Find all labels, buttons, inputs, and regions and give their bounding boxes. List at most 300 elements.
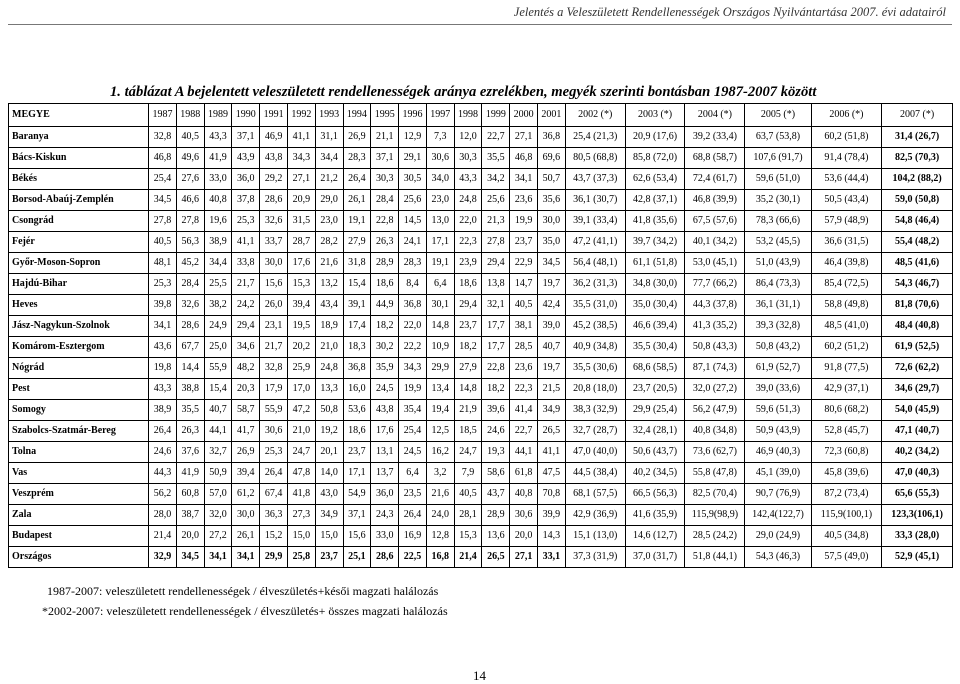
year-header: 1990 xyxy=(232,104,260,127)
table-cell: 34,5 xyxy=(176,547,204,568)
table-cell: 40,2 (34,2) xyxy=(882,442,953,463)
table-cell: 16,0 xyxy=(343,379,371,400)
table-cell: 45,2 xyxy=(176,253,204,274)
table-cell: 22,7 xyxy=(482,127,510,148)
table-cell: 19,2 xyxy=(315,421,343,442)
year-header: 2004 (*) xyxy=(685,104,745,127)
table-cell: 38,8 xyxy=(176,379,204,400)
table-cell: 60,2 (51,2) xyxy=(811,337,882,358)
table-cell: 50,6 (43,7) xyxy=(625,442,685,463)
table-cell: 28,2 xyxy=(315,232,343,253)
table-cell: 36,6 (31,5) xyxy=(811,232,882,253)
table-cell: 61,8 xyxy=(510,463,538,484)
county-name: Borsod-Abaúj-Zemplén xyxy=(9,190,149,211)
table-cell: 80,6 (68,2) xyxy=(811,400,882,421)
table-cell: 20,2 xyxy=(287,337,315,358)
table-cell: 26,4 xyxy=(343,169,371,190)
table-cell: 24,5 xyxy=(371,379,399,400)
table-cell: 24,6 xyxy=(482,421,510,442)
table-cell: 25,0 xyxy=(204,337,232,358)
year-header: 2002 (*) xyxy=(565,104,625,127)
table-cell: 12,0 xyxy=(454,127,482,148)
table-cell: 85,8 (72,0) xyxy=(625,148,685,169)
table-cell: 35,9 xyxy=(371,358,399,379)
table-cell: 23,0 xyxy=(315,211,343,232)
table-cell: 54,3 (46,3) xyxy=(745,547,811,568)
table-cell: 14,5 xyxy=(399,211,427,232)
table-cell: 20,3 xyxy=(232,379,260,400)
table-cell: 81,8 (70,6) xyxy=(882,295,953,316)
table-cell: 40,7 xyxy=(537,337,565,358)
table-cell: 36,0 xyxy=(232,169,260,190)
table-row xyxy=(9,232,953,253)
table-cell: 17,6 xyxy=(371,421,399,442)
table-cell: 52,8 (45,7) xyxy=(811,421,882,442)
table-cell: 26,4 xyxy=(149,421,177,442)
table-cell: 15,4 xyxy=(204,379,232,400)
table-cell: 28,9 xyxy=(371,253,399,274)
table-cell: 31,5 xyxy=(287,211,315,232)
table-cell: 28,6 xyxy=(176,316,204,337)
table-cell: 61,1 (51,8) xyxy=(625,253,685,274)
table-cell: 10,9 xyxy=(426,337,454,358)
table-cell: 45,8 (39,6) xyxy=(811,463,882,484)
year-header: 1992 xyxy=(287,104,315,127)
table-cell: 82,5 (70,4) xyxy=(685,484,745,505)
table-cell: 25,4 xyxy=(399,421,427,442)
table-row xyxy=(9,190,953,211)
table-cell: 40,5 xyxy=(454,484,482,505)
table-cell: 36,8 xyxy=(399,295,427,316)
table-cell: 23,7 (20,5) xyxy=(625,379,685,400)
table-cell: 87,2 (73,4) xyxy=(811,484,882,505)
table-cell: 15,1 (13,0) xyxy=(565,526,625,547)
table-cell: 47,1 (40,7) xyxy=(882,421,953,442)
table-cell: 24,1 xyxy=(399,232,427,253)
table-row xyxy=(9,253,953,274)
table-cell: 24,9 xyxy=(204,316,232,337)
table-cell: 43,8 xyxy=(371,400,399,421)
table-cell: 45,2 (38,5) xyxy=(565,316,625,337)
table-cell: 27,6 xyxy=(176,169,204,190)
table-cell: 65,6 (55,3) xyxy=(882,484,953,505)
table-cell: 38,1 xyxy=(510,316,538,337)
table-cell: 15,3 xyxy=(287,274,315,295)
year-header: 1995 xyxy=(371,104,399,127)
table-cell: 50,8 xyxy=(315,400,343,421)
table-cell: 39,9 xyxy=(537,505,565,526)
table-cell: 41,1 xyxy=(287,127,315,148)
table-cell: 18,6 xyxy=(454,274,482,295)
table-cell: 35,5 (30,4) xyxy=(625,337,685,358)
table-cell: 13,1 xyxy=(371,442,399,463)
table-cell: 35,0 xyxy=(537,232,565,253)
county-header: MEGYE xyxy=(9,104,149,127)
table-cell: 15,2 xyxy=(260,526,288,547)
table-cell: 24,3 xyxy=(371,505,399,526)
table-cell: 17,6 xyxy=(287,253,315,274)
header-rule xyxy=(8,24,952,25)
table-cell: 35,5 (30,6) xyxy=(565,358,625,379)
table-cell: 68,8 (58,7) xyxy=(685,148,745,169)
table-cell: 30,3 xyxy=(371,169,399,190)
table-cell: 25,3 xyxy=(232,211,260,232)
year-header: 1988 xyxy=(176,104,204,127)
table-cell: 142,4(122,7) xyxy=(745,505,811,526)
year-header: 1994 xyxy=(343,104,371,127)
county-name: Nógrád xyxy=(9,358,149,379)
table-cell: 32,8 xyxy=(260,358,288,379)
table-cell: 29,9 xyxy=(426,358,454,379)
table-cell: 41,9 xyxy=(176,463,204,484)
table-cell: 20,8 (18,0) xyxy=(565,379,625,400)
table-cell: 66,5 (56,3) xyxy=(625,484,685,505)
table-cell: 48,2 xyxy=(232,358,260,379)
table-cell: 26,5 xyxy=(482,547,510,568)
county-name: Csongrád xyxy=(9,211,149,232)
table-cell: 30,5 xyxy=(399,169,427,190)
table-cell: 31,8 xyxy=(343,253,371,274)
table-cell: 28,0 xyxy=(149,505,177,526)
table-cell: 61,9 (52,7) xyxy=(745,358,811,379)
table-row xyxy=(9,169,953,190)
table-cell: 21,7 xyxy=(260,337,288,358)
table-title: 1. táblázat A bejelentett veleszületett rendellenességek aránya ezrelékben, megyék szerinti bontásban 1987-2007 között xyxy=(110,84,817,100)
year-header: 1996 xyxy=(399,104,427,127)
table-cell: 41,4 xyxy=(510,400,538,421)
table-cell: 25,6 xyxy=(399,190,427,211)
table-cell: 17,4 xyxy=(343,316,371,337)
table-cell: 42,9 (36,9) xyxy=(565,505,625,526)
table-cell: 17,9 xyxy=(260,379,288,400)
table-cell: 56,2 (47,9) xyxy=(685,400,745,421)
table-cell: 46,4 (39,8) xyxy=(811,253,882,274)
table-cell: 22,0 xyxy=(399,316,427,337)
table-cell: 87,1 (74,3) xyxy=(685,358,745,379)
table-cell: 41,3 (35,2) xyxy=(685,316,745,337)
table-cell: 36,3 xyxy=(260,505,288,526)
table-cell: 13,8 xyxy=(482,274,510,295)
table-cell: 13,6 xyxy=(482,526,510,547)
table-cell: 63,7 (53,8) xyxy=(745,127,811,148)
table-cell: 16,8 xyxy=(426,547,454,568)
table-cell: 48,4 (40,8) xyxy=(882,316,953,337)
document-header: Jelentés a Veleszületett Rendellenességek Országos Nyilvántartása 2007. évi adatairól xyxy=(513,5,946,19)
table-cell: 40,2 (34,5) xyxy=(625,463,685,484)
table-cell: 56,3 xyxy=(176,232,204,253)
table-cell: 29,2 xyxy=(260,169,288,190)
table-cell: 26,9 xyxy=(232,442,260,463)
table-cell: 50,9 (43,9) xyxy=(745,421,811,442)
table-cell: 38,9 xyxy=(204,232,232,253)
table-cell: 59,6 (51,0) xyxy=(745,169,811,190)
table-cell: 23,5 xyxy=(399,484,427,505)
table-cell: 48,5 (41,0) xyxy=(811,316,882,337)
table-cell: 40,8 xyxy=(204,190,232,211)
table-cell: 22,8 xyxy=(371,211,399,232)
table-cell: 58,6 xyxy=(482,463,510,484)
table-cell: 77,7 (66,2) xyxy=(685,274,745,295)
table-cell: 60,2 (51,8) xyxy=(811,127,882,148)
year-header: 2000 xyxy=(510,104,538,127)
table-cell: 7,9 xyxy=(454,463,482,484)
table-cell: 37,1 xyxy=(371,148,399,169)
table-cell: 35,2 (30,1) xyxy=(745,190,811,211)
table-cell: 14,8 xyxy=(454,379,482,400)
table-cell: 58,8 (49,8) xyxy=(811,295,882,316)
table-cell: 44,9 xyxy=(371,295,399,316)
table-cell: 32,6 xyxy=(176,295,204,316)
table-cell: 43,7 (37,3) xyxy=(565,169,625,190)
table-cell: 21,7 xyxy=(232,274,260,295)
table-cell: 3,2 xyxy=(426,463,454,484)
table-cell: 32,4 (28,1) xyxy=(625,421,685,442)
table-cell: 35,5 xyxy=(482,148,510,169)
table-cell: 80,5 (68,8) xyxy=(565,148,625,169)
table-cell: 31,4 (26,7) xyxy=(882,127,953,148)
table-cell: 30,0 xyxy=(260,253,288,274)
table-cell: 39,1 (33,4) xyxy=(565,211,625,232)
table-cell: 53,0 (45,1) xyxy=(685,253,745,274)
table-cell: 19,6 xyxy=(204,211,232,232)
table-cell: 90,7 (76,9) xyxy=(745,484,811,505)
table-cell: 18,6 xyxy=(343,421,371,442)
table-cell: 67,4 xyxy=(260,484,288,505)
table-cell: 46,9 xyxy=(260,127,288,148)
table-cell: 34,4 xyxy=(204,253,232,274)
table-cell: 20,9 xyxy=(287,190,315,211)
table-row xyxy=(9,463,953,484)
table-cell: 22,3 xyxy=(510,379,538,400)
table-cell: 46,8 (39,9) xyxy=(685,190,745,211)
table-cell: 21,4 xyxy=(149,526,177,547)
table-cell: 34,3 xyxy=(399,358,427,379)
table-cell: 15,6 xyxy=(343,526,371,547)
table-cell: 47,0 (40,0) xyxy=(565,442,625,463)
table-cell: 17,0 xyxy=(287,379,315,400)
table-cell: 29,9 xyxy=(260,547,288,568)
table-cell: 34,5 xyxy=(537,253,565,274)
table-cell: 12,9 xyxy=(399,127,427,148)
table-cell: 16,2 xyxy=(426,442,454,463)
table-cell: 43,3 xyxy=(204,127,232,148)
table-cell: 32,7 xyxy=(204,442,232,463)
table-row xyxy=(9,400,953,421)
table-cell: 37,1 xyxy=(343,505,371,526)
table-cell: 39,4 xyxy=(232,463,260,484)
table-cell: 26,4 xyxy=(260,463,288,484)
table-cell: 14,8 xyxy=(426,316,454,337)
table-cell: 33,0 xyxy=(371,526,399,547)
table-cell: 47,5 xyxy=(537,463,565,484)
table-cell: 40,1 (34,2) xyxy=(685,232,745,253)
table-cell: 47,2 xyxy=(287,400,315,421)
table-row xyxy=(9,127,953,148)
table-cell: 72,6 (62,2) xyxy=(882,358,953,379)
table-cell: 50,7 xyxy=(537,169,565,190)
table-cell: 15,0 xyxy=(287,526,315,547)
table-cell: 18,3 xyxy=(343,337,371,358)
table-cell: 61,2 xyxy=(232,484,260,505)
table-cell: 8,4 xyxy=(399,274,427,295)
table-cell: 30,0 xyxy=(232,505,260,526)
table-cell: 39,6 xyxy=(482,400,510,421)
table-cell: 30,6 xyxy=(260,421,288,442)
table-cell: 34,0 xyxy=(426,169,454,190)
table-cell: 40,5 xyxy=(149,232,177,253)
table-cell: 40,5 xyxy=(510,295,538,316)
table-cell: 18,2 xyxy=(371,316,399,337)
table-cell: 42,9 (37,1) xyxy=(811,379,882,400)
table-cell: 31,1 xyxy=(315,127,343,148)
table-cell: 73,6 (62,7) xyxy=(685,442,745,463)
table-cell: 37,8 xyxy=(232,190,260,211)
table-cell: 51,8 (44,1) xyxy=(685,547,745,568)
table-cell: 23,6 xyxy=(510,190,538,211)
table-cell: 61,9 (52,5) xyxy=(882,337,953,358)
table-cell: 19,7 xyxy=(537,274,565,295)
table-cell: 24,7 xyxy=(454,442,482,463)
table-cell: 43,3 xyxy=(454,169,482,190)
table-cell: 44,1 xyxy=(510,442,538,463)
table-cell: 18,2 xyxy=(482,379,510,400)
table-cell: 46,6 xyxy=(176,190,204,211)
table-cell: 28,5 xyxy=(510,337,538,358)
table-cell: 30,0 xyxy=(537,211,565,232)
county-name: Heves xyxy=(9,295,149,316)
table-cell: 27,1 xyxy=(510,127,538,148)
table-cell: 34,8 (30,0) xyxy=(625,274,685,295)
table-cell: 25,4 (21,3) xyxy=(565,127,625,148)
table-cell: 25,5 xyxy=(204,274,232,295)
table-cell: 58,7 xyxy=(232,400,260,421)
table-cell: 25,1 xyxy=(343,547,371,568)
table-cell: 41,8 xyxy=(287,484,315,505)
table-cell: 53,6 xyxy=(343,400,371,421)
table-cell: 40,5 (34,8) xyxy=(811,526,882,547)
table-cell: 12,5 xyxy=(426,421,454,442)
table-cell: 19,5 xyxy=(287,316,315,337)
table-cell: 24,2 xyxy=(232,295,260,316)
table-cell: 26,4 xyxy=(399,505,427,526)
table-cell: 26,3 xyxy=(371,232,399,253)
table-cell: 32,9 xyxy=(149,547,177,568)
table-cell: 34,9 xyxy=(537,400,565,421)
table-cell: 46,9 (40,3) xyxy=(745,442,811,463)
table-cell: 48,5 (41,6) xyxy=(882,253,953,274)
table-cell: 40,7 xyxy=(204,400,232,421)
table-cell: 25,3 xyxy=(260,442,288,463)
table-cell: 15,3 xyxy=(454,526,482,547)
table-cell: 27,1 xyxy=(510,547,538,568)
table-cell: 29,0 (24,9) xyxy=(745,526,811,547)
table-cell: 24,8 xyxy=(454,190,482,211)
table-cell: 39,8 xyxy=(149,295,177,316)
table-cell: 15,6 xyxy=(260,274,288,295)
table-cell: 91,8 (77,5) xyxy=(811,358,882,379)
table-cell: 27,8 xyxy=(482,232,510,253)
table-row xyxy=(9,421,953,442)
table-cell: 38,3 (32,9) xyxy=(565,400,625,421)
table-cell: 19,4 xyxy=(426,400,454,421)
table-cell: 22,0 xyxy=(454,211,482,232)
table-cell: 43,8 xyxy=(260,148,288,169)
table-cell: 34,3 xyxy=(287,148,315,169)
table-row xyxy=(9,505,953,526)
table-cell: 38,2 xyxy=(204,295,232,316)
table-cell: 32,7 (28,7) xyxy=(565,421,625,442)
year-header: 1991 xyxy=(260,104,288,127)
table-cell: 30,2 xyxy=(371,337,399,358)
table-cell: 69,6 xyxy=(537,148,565,169)
county-name: Országos xyxy=(9,547,149,568)
table-cell: 26,0 xyxy=(260,295,288,316)
table-cell: 32,1 xyxy=(482,295,510,316)
table-row xyxy=(9,442,953,463)
table-cell: 19,9 xyxy=(399,379,427,400)
table-cell: 21,1 xyxy=(371,127,399,148)
table-cell: 36,1 (31,1) xyxy=(745,295,811,316)
county-name: Budapest xyxy=(9,526,149,547)
table-cell: 27,1 xyxy=(287,169,315,190)
table-cell: 49,6 xyxy=(176,148,204,169)
county-name: Hajdú-Bihar xyxy=(9,274,149,295)
year-header: 1989 xyxy=(204,104,232,127)
table-cell: 52,9 (45,1) xyxy=(882,547,953,568)
table-cell: 44,1 xyxy=(204,421,232,442)
table-cell: 18,6 xyxy=(371,274,399,295)
table-cell: 24,5 xyxy=(399,442,427,463)
table-cell: 40,8 (34,8) xyxy=(685,421,745,442)
table-cell: 21,2 xyxy=(315,169,343,190)
table-cell: 22,2 xyxy=(399,337,427,358)
table-cell: 41,8 (35,6) xyxy=(625,211,685,232)
table-cell: 21,6 xyxy=(315,253,343,274)
table-cell: 44,5 (38,4) xyxy=(565,463,625,484)
table-cell: 50,8 (43,3) xyxy=(685,337,745,358)
table-cell: 24,6 xyxy=(149,442,177,463)
year-header: 1997 xyxy=(426,104,454,127)
table-cell: 13,2 xyxy=(315,274,343,295)
table-cell: 55,8 (47,8) xyxy=(685,463,745,484)
table-cell: 23,7 xyxy=(315,547,343,568)
county-name: Somogy xyxy=(9,400,149,421)
table-row xyxy=(9,295,953,316)
table-cell: 14,0 xyxy=(315,463,343,484)
table-cell: 36,0 xyxy=(371,484,399,505)
table-cell: 37,6 xyxy=(176,442,204,463)
table-cell: 33,7 xyxy=(260,232,288,253)
table-cell: 43,4 xyxy=(315,295,343,316)
table-cell: 26,9 xyxy=(343,127,371,148)
table-row xyxy=(9,526,953,547)
county-name: Vas xyxy=(9,463,149,484)
table-cell: 30,1 xyxy=(426,295,454,316)
table-cell: 34,2 xyxy=(482,169,510,190)
table-cell: 85,4 (72,5) xyxy=(811,274,882,295)
table-cell: 13,3 xyxy=(315,379,343,400)
table-cell: 41,9 xyxy=(204,148,232,169)
table-cell: 41,1 xyxy=(232,232,260,253)
table-cell: 38,7 xyxy=(176,505,204,526)
county-name: Szabolcs-Szatmár-Bereg xyxy=(9,421,149,442)
table-cell: 21,6 xyxy=(426,484,454,505)
table-cell: 27,8 xyxy=(149,211,177,232)
table-cell: 54,0 (45,9) xyxy=(882,400,953,421)
table-cell: 19,9 xyxy=(510,211,538,232)
table-cell: 38,9 xyxy=(149,400,177,421)
table-cell: 19,1 xyxy=(343,211,371,232)
